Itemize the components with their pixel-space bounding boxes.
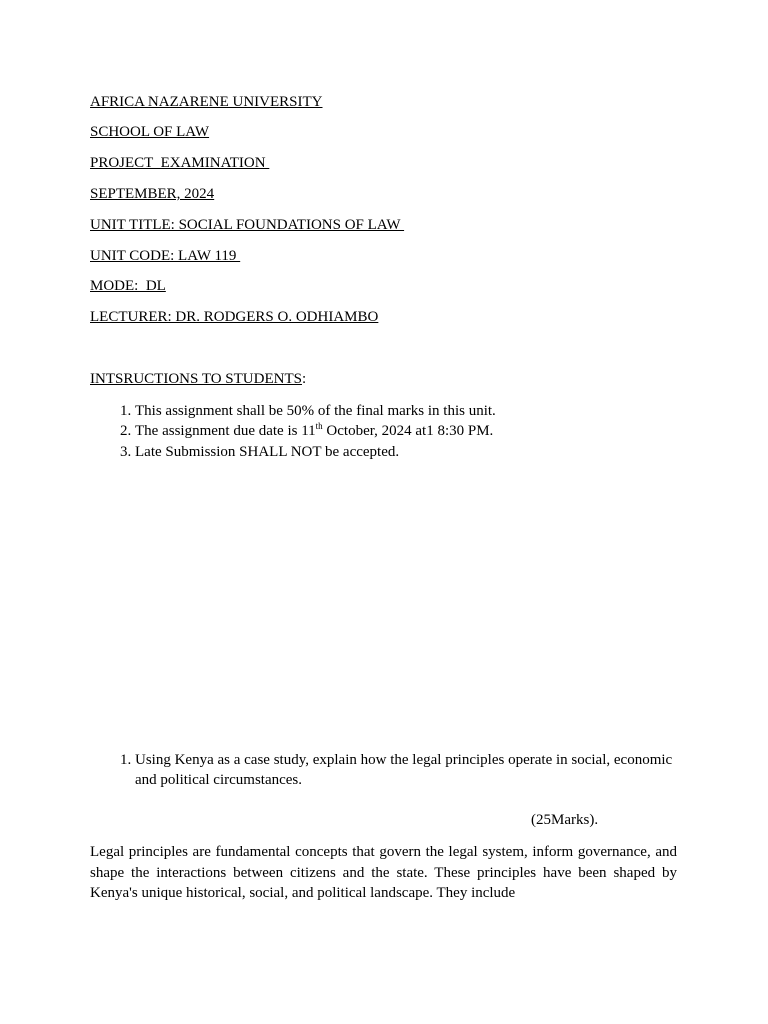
lecturer: LECTURER: DR. RODGERS O. ODHIAMBO — [90, 309, 379, 325]
unit-code: UNIT CODE: LAW 119 — [90, 248, 241, 264]
exam-date: SEPTEMBER, 2024 — [90, 186, 215, 202]
instructions-heading-line — [90, 370, 306, 388]
mode: MODE: DL — [90, 278, 166, 294]
unit-title: UNIT TITLE: SOCIAL FOUNDATIONS OF LAW — [90, 217, 405, 233]
instruction-item — [135, 421, 496, 441]
question-marks: (25Marks). — [531, 812, 599, 828]
instructions-list — [90, 401, 496, 462]
question-item: 1. Using Kenya as a case study, explain how the legal principles operate in social, economic and political circumstances. — [135, 750, 677, 790]
instructions-heading: INTSRUCTIONS TO STUDENTS — [90, 371, 302, 387]
university-name: AFRICA NAZARENE UNIVERSITY — [90, 94, 323, 110]
instruction-text: October, 2024 at1 8:30 PM. — [322, 423, 494, 440]
exam-type: PROJECT EXAMINATION — [90, 155, 270, 171]
school-name: SCHOOL OF LAW — [90, 124, 210, 140]
instruction-item: 3. Late Submission SHALL NOT be accepted. — [135, 442, 496, 462]
instruction-text: The assignment due date is 11 — [135, 423, 316, 440]
question-list — [90, 750, 677, 790]
ordinal-suffix: th — [315, 421, 323, 432]
answer-paragraph: Legal principles are fundamental concepts that govern the legal system, inform governance, and shape the interactions between citizens and the state. These principles have been shaped by Kenya's unique historical, social, and political landscape. They include — [90, 844, 677, 901]
instructions-heading-colon: : — [301, 371, 307, 387]
instruction-item: 1. This assignment shall be 50% of the final marks in this unit. — [135, 401, 496, 421]
